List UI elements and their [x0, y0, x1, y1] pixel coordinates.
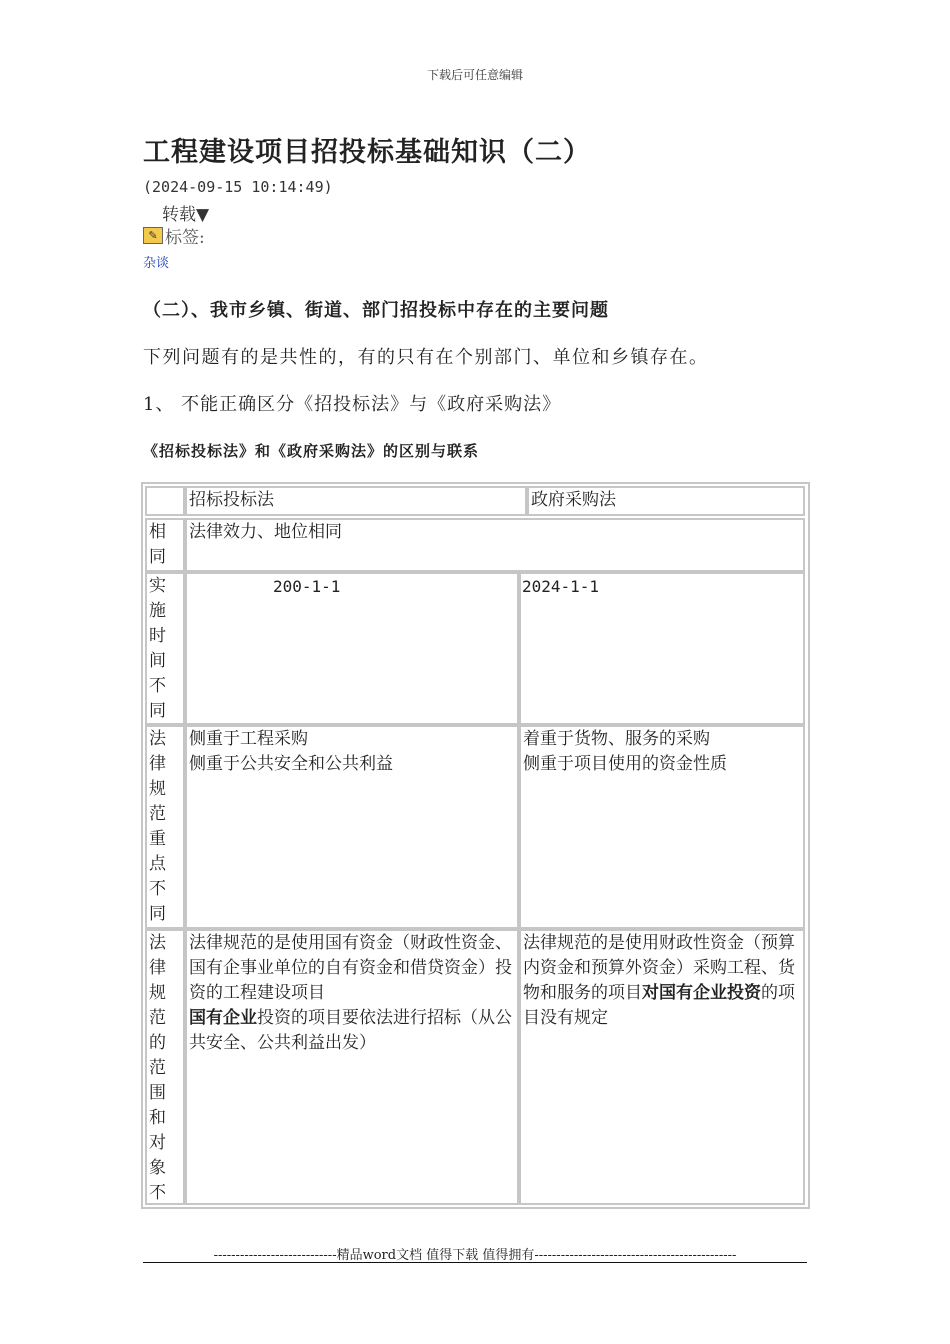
cell-text [189, 1006, 515, 1056]
cell-text-part: 法律规范的是使用国有资金（财政性资金、国有企事业单位的自有资金和借贷资金）投资的工程建设项目 [189, 933, 512, 1003]
footer-divider [143, 1262, 807, 1263]
cell-text-part: 投资的项目要依法进行招标（从公共安全、公共利益出发） [189, 1008, 512, 1053]
row-label: 实施时间不同 [149, 576, 166, 721]
table-header-cell [185, 486, 527, 516]
tag-link[interactable]: 杂谈 [143, 256, 170, 271]
cell-bold-text: 对国有企业投资 [642, 983, 761, 1003]
cell-text: 200-1-1 [273, 577, 341, 596]
cell-text: 侧重于工程采购 [189, 729, 308, 749]
table-header-cell [527, 486, 805, 516]
tag-row [143, 223, 205, 248]
cell-text: 着重于货物、服务的采购 [523, 729, 710, 749]
cell-text [189, 931, 515, 1006]
cell-text [523, 931, 801, 1031]
row-label: 法律规范的范围和对象不 [149, 933, 166, 1203]
row-label: 法律规范重点不同 [149, 729, 166, 924]
page-title: 工程建设项目招投标基础知识（二） [143, 137, 591, 168]
table-cell [519, 572, 805, 725]
paragraph: 下列问题有的是共性的，有的只有在个别部门、单位和乡镇存在。 [143, 347, 709, 368]
header-col2: 政府采购法 [531, 490, 616, 510]
cell-text: 2024-1-1 [522, 577, 600, 596]
post-datetime: (2024-09-15 10:14:49) [143, 178, 333, 196]
table-cell [519, 725, 805, 929]
table-cell [519, 929, 805, 1205]
row-label-cell [145, 518, 185, 572]
cell-text: 侧重于公共安全和公共利益 [189, 754, 393, 774]
row-label-cell [145, 929, 185, 1205]
table-cell [185, 572, 519, 725]
footer-text: ----------------------------精品word文档 值得下载 值得拥有---------------------------------------------- [213, 1248, 737, 1263]
table-header-empty [145, 486, 185, 516]
header-note: 下载后可任意编辑 [426, 68, 523, 82]
table-cell [185, 929, 519, 1205]
cell-bold-text: 国有企业 [189, 1008, 257, 1028]
tag-icon: ✎ [143, 227, 163, 244]
row-label: 相同 [149, 522, 166, 567]
cell-text: 侧重于项目使用的资金性质 [523, 754, 727, 774]
section-heading: （二）、我市乡镇、街道、部门招投标中存在的主要问题 [143, 300, 609, 321]
row-label-cell [145, 725, 185, 929]
table-caption: 《招标投标法》和《政府采购法》的区别与联系 [143, 442, 480, 460]
comparison-table [141, 482, 810, 1209]
cell-text-part: 法律规范的是使用财政性资金（预算内资金和预算外资金）采购工程、货物和服务的项目 [523, 933, 795, 1003]
tag-label: 标签: [165, 228, 205, 248]
cell-text: 法律效力、地位相同 [189, 522, 342, 542]
cell-text-part: 的项目没有规定 [523, 983, 795, 1028]
row-label-cell [145, 572, 185, 725]
paragraph: 1、 不能正确区分《招投标法》与《政府采购法》 [143, 394, 562, 415]
table-cell [185, 518, 805, 572]
table-cell [185, 725, 519, 929]
repost-dropdown[interactable]: 转载▼ [162, 205, 210, 225]
header-col1: 招标投标法 [189, 490, 274, 510]
